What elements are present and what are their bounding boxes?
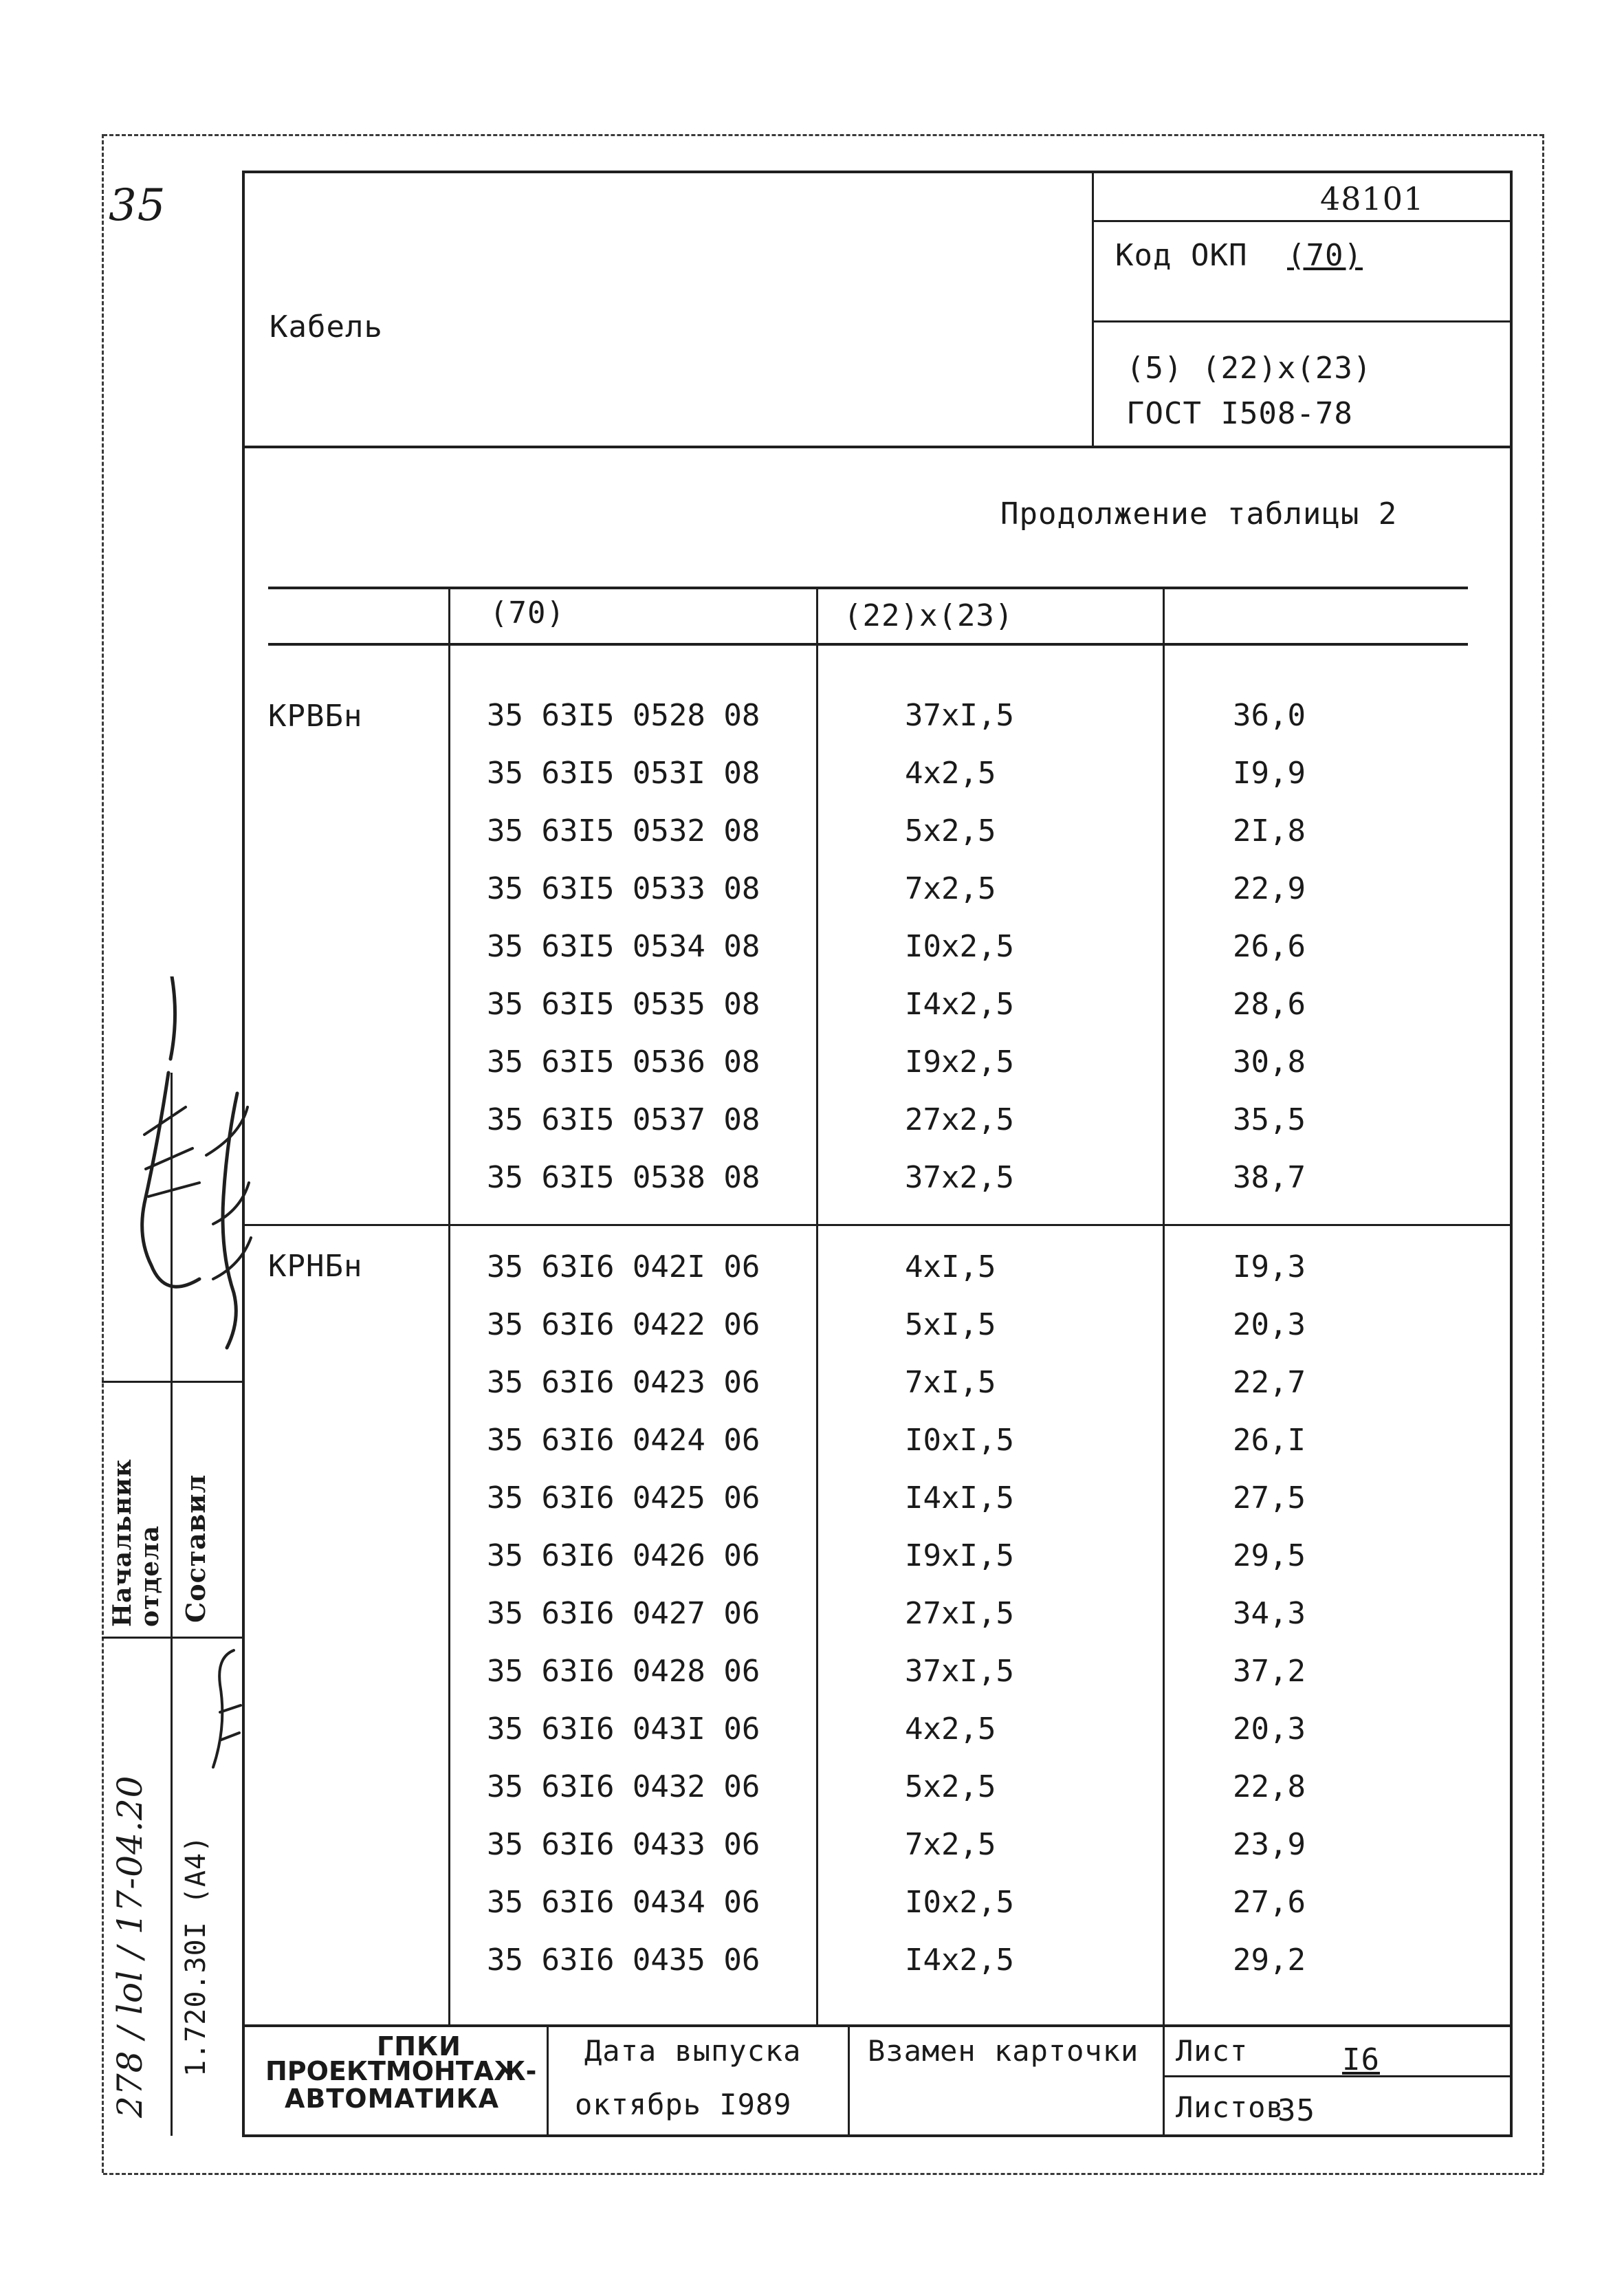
row-dimensions: I0x2,5: [905, 1885, 1014, 1920]
header-okp-divider: [1093, 320, 1511, 322]
row-value: 34,3: [1233, 1596, 1306, 1631]
table-row: [268, 744, 1489, 802]
header-code-divider: [1093, 220, 1511, 222]
row-value: 2I,8: [1233, 813, 1306, 849]
row-code: 35 63I6 0433 06: [487, 1827, 760, 1862]
row-code: 35 63I5 0535 08: [487, 987, 760, 1022]
sheet-label: Лист: [1176, 2034, 1249, 2068]
row-value: I9,9: [1233, 756, 1306, 791]
table-row: [268, 1815, 1489, 1874]
okp-label: Код ОКП: [1115, 238, 1248, 273]
row-value: 28,6: [1233, 987, 1306, 1022]
row-value: 22,8: [1233, 1769, 1306, 1804]
table-row: [268, 1411, 1489, 1469]
row-dimensions: I4xI,5: [905, 1480, 1014, 1516]
row-code: 35 63I6 0423 06: [487, 1365, 760, 1400]
row-dimensions: I9x2,5: [905, 1045, 1014, 1080]
row-code: 35 63I6 0425 06: [487, 1480, 760, 1516]
row-value: 36,0: [1233, 698, 1306, 733]
table-row: [268, 1758, 1489, 1816]
row-code: 35 63I6 042I 06: [487, 1249, 760, 1284]
release-date-label: Дата выпуска: [584, 2034, 802, 2068]
replaces-card-label: Взамен карточки: [868, 2034, 1139, 2068]
table-row: [268, 1353, 1489, 1412]
row-value: 38,7: [1233, 1160, 1306, 1195]
footer-divider-2: [848, 2024, 850, 2136]
spec-line-2: ГОСТ I508-78: [1126, 396, 1353, 431]
card-border-bottom: [242, 2134, 1513, 2137]
table-row: [268, 1469, 1489, 1527]
card-border-top: [242, 171, 1511, 173]
page-frame-top: [103, 134, 1544, 136]
row-value: 27,5: [1233, 1480, 1306, 1516]
sheet-value: I6: [1342, 2042, 1380, 2077]
row-value: 22,7: [1233, 1365, 1306, 1400]
handwritten-registration-note: 278 / lol / 17-04.20: [110, 1775, 150, 2118]
footer-divider-1: [547, 2024, 549, 2136]
row-value: 20,3: [1233, 1712, 1306, 1747]
group-separator: [242, 1224, 1513, 1226]
okp-value: (70): [1287, 238, 1363, 273]
row-value: 27,6: [1233, 1885, 1306, 1920]
row-code: 35 63I6 0435 06: [487, 1943, 760, 1978]
row-code: 35 63I6 0434 06: [487, 1885, 760, 1920]
row-value: 29,5: [1233, 1538, 1306, 1573]
table-row: [268, 802, 1489, 860]
column-header-dimensions: (22)x(23): [844, 598, 1014, 633]
page-frame-bottom: [103, 2173, 1544, 2175]
side-stamp-bottom-line: [102, 1637, 243, 1639]
table-row: [268, 1238, 1489, 1296]
table-row: [268, 1873, 1489, 1932]
footer-sheet-divider: [1164, 2075, 1511, 2077]
row-dimensions: 27xI,5: [905, 1596, 1014, 1631]
header-divider-vertical: [1092, 171, 1094, 446]
org-name-line-3: АВТОМАТИКА: [285, 2084, 500, 2114]
row-dimensions: 4xI,5: [905, 1249, 996, 1284]
row-code: 35 63I6 0426 06: [487, 1538, 760, 1573]
row-code: 35 63I6 0424 06: [487, 1423, 760, 1458]
row-value: 29,2: [1233, 1943, 1306, 1978]
head-of-department-label: Начальник отдела: [108, 1458, 164, 1627]
row-dimensions: 5xI,5: [905, 1307, 996, 1342]
group-type-label: КРНБн: [268, 1249, 363, 1284]
row-code: 35 63I5 0534 08: [487, 929, 760, 964]
row-value: 26,6: [1233, 929, 1306, 964]
row-code: 35 63I5 0528 08: [487, 698, 760, 733]
row-dimensions: I0xI,5: [905, 1423, 1014, 1458]
table-row: [268, 1091, 1489, 1149]
row-dimensions: 7x2,5: [905, 871, 996, 906]
row-code: 35 63I6 0427 06: [487, 1596, 760, 1631]
row-value: 35,5: [1233, 1102, 1306, 1137]
row-dimensions: I4x2,5: [905, 987, 1014, 1022]
row-value: 37,2: [1233, 1654, 1306, 1689]
compiled-by-label: Составил: [180, 1474, 211, 1623]
row-value: 23,9: [1233, 1827, 1306, 1862]
document-code: 48101: [1320, 180, 1425, 217]
table-row: [268, 1148, 1489, 1207]
table-row: [268, 1642, 1489, 1701]
row-code: 35 63I5 0532 08: [487, 813, 760, 849]
row-code: 35 63I6 0432 06: [487, 1769, 760, 1804]
handwritten-page-number: 35: [109, 180, 166, 231]
table-row: [268, 1584, 1489, 1643]
footer-top-line: [242, 2024, 1513, 2027]
row-value: 26,I: [1233, 1423, 1306, 1458]
row-code: 35 63I5 0538 08: [487, 1160, 760, 1195]
row-dimensions: 5x2,5: [905, 813, 996, 849]
table-row: [268, 860, 1489, 918]
document-number: 1.720.30I (A4): [180, 1835, 212, 2077]
row-value: I9,3: [1233, 1249, 1306, 1284]
row-dimensions: 5x2,5: [905, 1769, 996, 1804]
row-dimensions: 37x2,5: [905, 1160, 1014, 1195]
row-code: 35 63I5 0536 08: [487, 1045, 760, 1080]
row-code: 35 63I5 053I 08: [487, 756, 760, 791]
continuation-title: Продолжение таблицы 2: [1000, 496, 1398, 532]
row-dimensions: 37xI,5: [905, 1654, 1014, 1689]
spec-line-1: (5) (22)x(23): [1126, 351, 1372, 386]
org-name-line-1: ГПКИ: [377, 2031, 461, 2062]
row-value: 22,9: [1233, 871, 1306, 906]
signatures: [103, 976, 254, 1389]
table-row: [268, 975, 1489, 1034]
row-dimensions: I4x2,5: [905, 1943, 1014, 1978]
initials-signature: [206, 1643, 248, 1774]
row-code: 35 63I6 0428 06: [487, 1654, 760, 1689]
row-dimensions: 7xI,5: [905, 1365, 996, 1400]
table-row: [268, 1931, 1489, 1989]
group-type-label: КРВБн: [268, 699, 363, 734]
row-code: 35 63I5 0537 08: [487, 1102, 760, 1137]
header-bottom-line: [242, 446, 1513, 448]
column-header-code: (70): [490, 595, 565, 631]
row-dimensions: 7x2,5: [905, 1827, 996, 1862]
row-dimensions: 37xI,5: [905, 698, 1014, 733]
row-dimensions: I0x2,5: [905, 929, 1014, 964]
table-row: [268, 1527, 1489, 1585]
row-value: 20,3: [1233, 1307, 1306, 1342]
page-frame-right: [1542, 134, 1544, 2173]
table-row: [268, 1295, 1489, 1354]
card-border-right: [1510, 171, 1513, 2136]
row-dimensions: 27x2,5: [905, 1102, 1014, 1137]
sheets-value: 35: [1277, 2093, 1315, 2128]
table-row: [268, 917, 1489, 976]
org-name-line-2: ПРОЕКТМОНТАЖ-: [265, 2056, 537, 2086]
row-code: 35 63I5 0533 08: [487, 871, 760, 906]
sheets-label: Листов: [1176, 2090, 1284, 2124]
table-row: [268, 1033, 1489, 1091]
row-code: 35 63I6 0422 06: [487, 1307, 760, 1342]
row-code: 35 63I6 043I 06: [487, 1712, 760, 1747]
row-dimensions: I9xI,5: [905, 1538, 1014, 1573]
footer-divider-3: [1163, 2024, 1165, 2136]
table-row: [268, 686, 1489, 745]
row-dimensions: 4x2,5: [905, 1712, 996, 1747]
row-value: 30,8: [1233, 1045, 1306, 1080]
product-name: Кабель: [270, 309, 383, 345]
row-dimensions: 4x2,5: [905, 756, 996, 791]
table-row: [268, 1700, 1489, 1758]
release-date-value: октябрь I989: [575, 2088, 792, 2121]
